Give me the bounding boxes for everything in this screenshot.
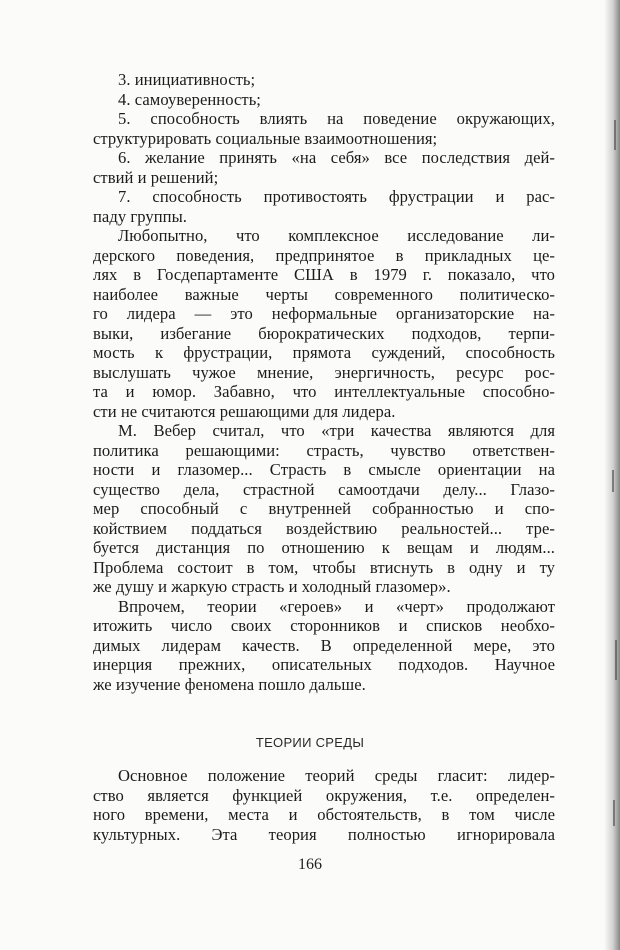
text-line: культурных. Эта теория полностью игнорировала (93, 824, 555, 844)
text-line: же изучение феномена пошло дальше. (93, 674, 366, 694)
text-line: Проблема состоит в том, чтобы втиснуть в одну и ту (93, 557, 555, 577)
text-line: политика решающими: страсть, чувство ответствен- (93, 440, 555, 460)
text-line: сти не считаются решающими для лидера. (93, 401, 396, 421)
scan-speck (613, 800, 615, 826)
text-line: 5. способность влиять на поведение окружающих, (118, 109, 555, 128)
text-line: 7. способность противостоять фрустрации и рас- (118, 187, 555, 206)
text-line: итожить число своих сторонников и списков необхо- (93, 616, 555, 635)
text-line: дерского поведения, предпринятое в прикладных це- (93, 245, 555, 265)
text-line: мер способный с внутренней собранностью и спо- (93, 499, 555, 518)
text-line: та и юмор. Забавно, что интеллектуальные способно- (93, 382, 555, 401)
main-text-block (93, 70, 555, 694)
text-line: ности и глазомер... Страсть в смысле ориентации на (93, 460, 555, 479)
text-line: койствием поддаться воздействию реальностей... тре- (93, 518, 555, 538)
text-line: 3. инициативность; (118, 70, 256, 89)
text-line: существо дела, страстной самоотдачи делу... Глазо- (93, 479, 555, 499)
text-line: инерция прежних, описательных подходов. Научное (93, 655, 555, 674)
text-line: Основное положение теорий среды гласит: лидер- (118, 766, 555, 785)
page-number: 166 (298, 856, 322, 873)
text-line: паду группы. (93, 206, 187, 226)
text-line: Впрочем, теории «героев» и «черт» продолжают (118, 596, 555, 616)
text-line: выки, избегание бюрократических подходов, терпи- (93, 323, 555, 343)
text-line: мость к фрустрации, прямота суждений, способность (93, 343, 555, 362)
text-line: буется дистанция по отношению к вещам и людям... (93, 538, 555, 557)
text-line: 6. желание принять «на себя» все последствия дей- (118, 148, 555, 167)
section-text-block (93, 766, 555, 844)
text-line: ного времени, места и обстоятельств, в том числе (93, 805, 555, 824)
text-line: ство является функцией окружения, т.е. определен- (93, 785, 555, 805)
scan-speck (614, 120, 616, 150)
text-line: М. Вебер считал, что «три качества являются для (118, 421, 555, 440)
text-line: лях в Госдепартаменте США в 1979 г. показало, что (93, 265, 555, 284)
text-line: Любопытно, что комплексное исследование ли- (118, 226, 555, 245)
text-line: 4. самоуверенность; (118, 89, 261, 109)
text-line: димых лидерам качеств. В определенной мере, это (93, 635, 555, 655)
section-title: ТЕОРИИ СРЕДЫ (255, 735, 365, 750)
text-line: го лидера — это неформальные организаторские на- (93, 304, 555, 323)
text-line: структурировать социальные взаимоотношения; (93, 128, 438, 148)
text-line: же душу и жаркую страсть и холодный глазомер». (93, 577, 451, 596)
scan-speck (612, 470, 614, 492)
text-line: ствий и решений; (93, 167, 219, 187)
scan-speck (615, 640, 617, 680)
text-line: выслушать чужое мнение, энергичность, ресурс рос- (93, 362, 555, 382)
text-line: наиболее важные черты современного политическо- (93, 284, 555, 304)
